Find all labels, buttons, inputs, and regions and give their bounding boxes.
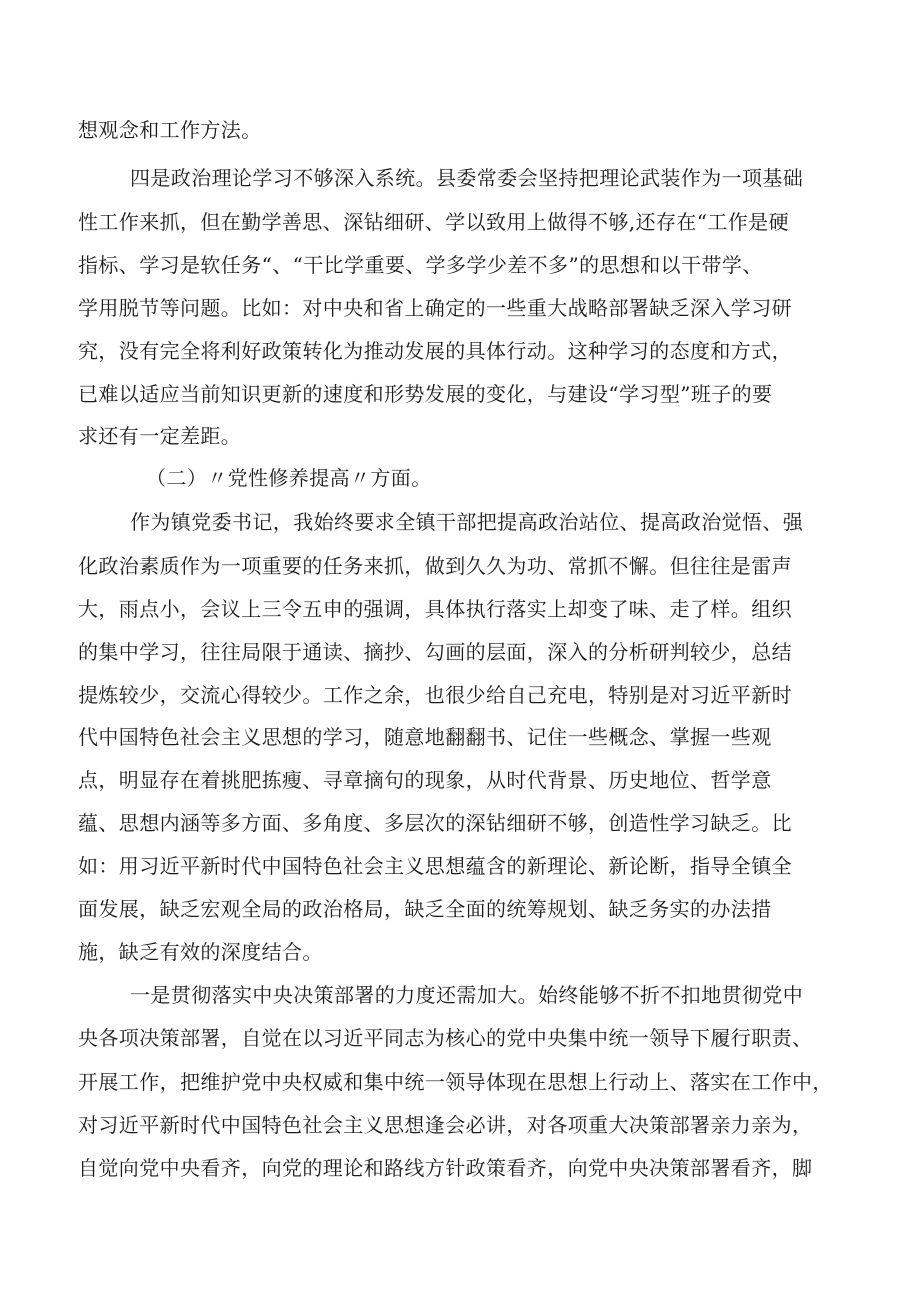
text-line: 自觉向党中央看齐，向党的理论和路线方针政策看齐，向党中央决策部署看齐，脚 xyxy=(78,1156,813,1180)
text-line: 求还有一定差距。 xyxy=(78,424,242,448)
text-line: 大，雨点小，会议上三令五申的强调，具体执行落实上却变了味、走了样。组织 xyxy=(78,597,792,621)
text-line: 代中国特色社会主义思想的学习，随意地翻翻书、记住一些概念、掌握一些观 xyxy=(78,725,772,749)
section-heading: （二）〃党性修养提高〃方面。 xyxy=(146,466,432,490)
text-line: 提炼较少，交流心得较少。工作之余，也很少给自己充电，特别是对习近平新时 xyxy=(78,683,792,707)
text-line: 一是贯彻落实中央决策部署的力度还需加大。始终能够不折不扣地贯彻党中 xyxy=(130,983,804,1007)
text-line: 面发展，缺乏宏观全局的政治格局，缺乏全面的统筹规划、缺乏务实的办法措 xyxy=(78,897,772,921)
text-line: 学用脱节等问题。比如：对中央和省上确定的一些重大战略部署缺乏深入学习研 xyxy=(78,296,792,320)
text-line: 指标、学习是软任务“、“干比学重要、学多学少差不多”的思想和以干带学、 xyxy=(78,253,763,277)
text-line: 对习近平新时代中国特色社会主义思想逢会必讲，对各项重大决策部署亲力亲为， xyxy=(78,1113,813,1137)
text-line: 性工作来抓，但在勤学善思、深钻细研、学以致用上做得不够,还存在“工作是硬 xyxy=(78,210,789,234)
text-line: 点，明显存在着挑肥拣瘦、寻章摘句的现象，从时代背景、历史地位、哲学意 xyxy=(78,768,772,792)
text-line: 施，缺乏有效的深度结合。 xyxy=(78,940,323,964)
text-line: 如：用习近平新时代中国特色社会主义思想蕴含的新理论、新论断，指导全镇全 xyxy=(78,854,792,878)
text-line: 究，没有完全将利好政策转化为推动发展的具体行动。这种学习的态度和方式， xyxy=(78,339,792,363)
text-line: 的集中学习，往往局限于通读、摘抄、勾画的层面，深入的分析研判较少，总结 xyxy=(78,640,792,664)
text-line: 开展工作，把维护党中央权威和集中统一领导体现在思想上行动上、落实在工作中， xyxy=(78,1070,833,1094)
text-line: 四是政治理论学习不够深入系统。县委常委会坚持把理论武装作为一项基础 xyxy=(130,166,804,190)
text-line: 作为镇党委书记，我始终要求全镇干部把提高政治站位、提高政治觉悟、强 xyxy=(130,510,804,534)
text-line: 蕴、思想内涵等多方面、多角度、多层次的深钻细研不够，创造性学习缺乏。比 xyxy=(78,811,792,835)
text-line: 已难以适应当前知识更新的速度和形势发展的变化，与建设“学习型”班子的要 xyxy=(78,382,773,406)
text-line: 想观念和工作方法。 xyxy=(78,118,262,142)
text-line: 化政治素质作为一项重要的任务来抓，做到久久为功、常抓不懈。但往往是雷声 xyxy=(78,554,792,578)
text-line: 央各项决策部署，自觉在以习近平同志为核心的党中央集中统一领导下履行职责、 xyxy=(78,1026,813,1050)
